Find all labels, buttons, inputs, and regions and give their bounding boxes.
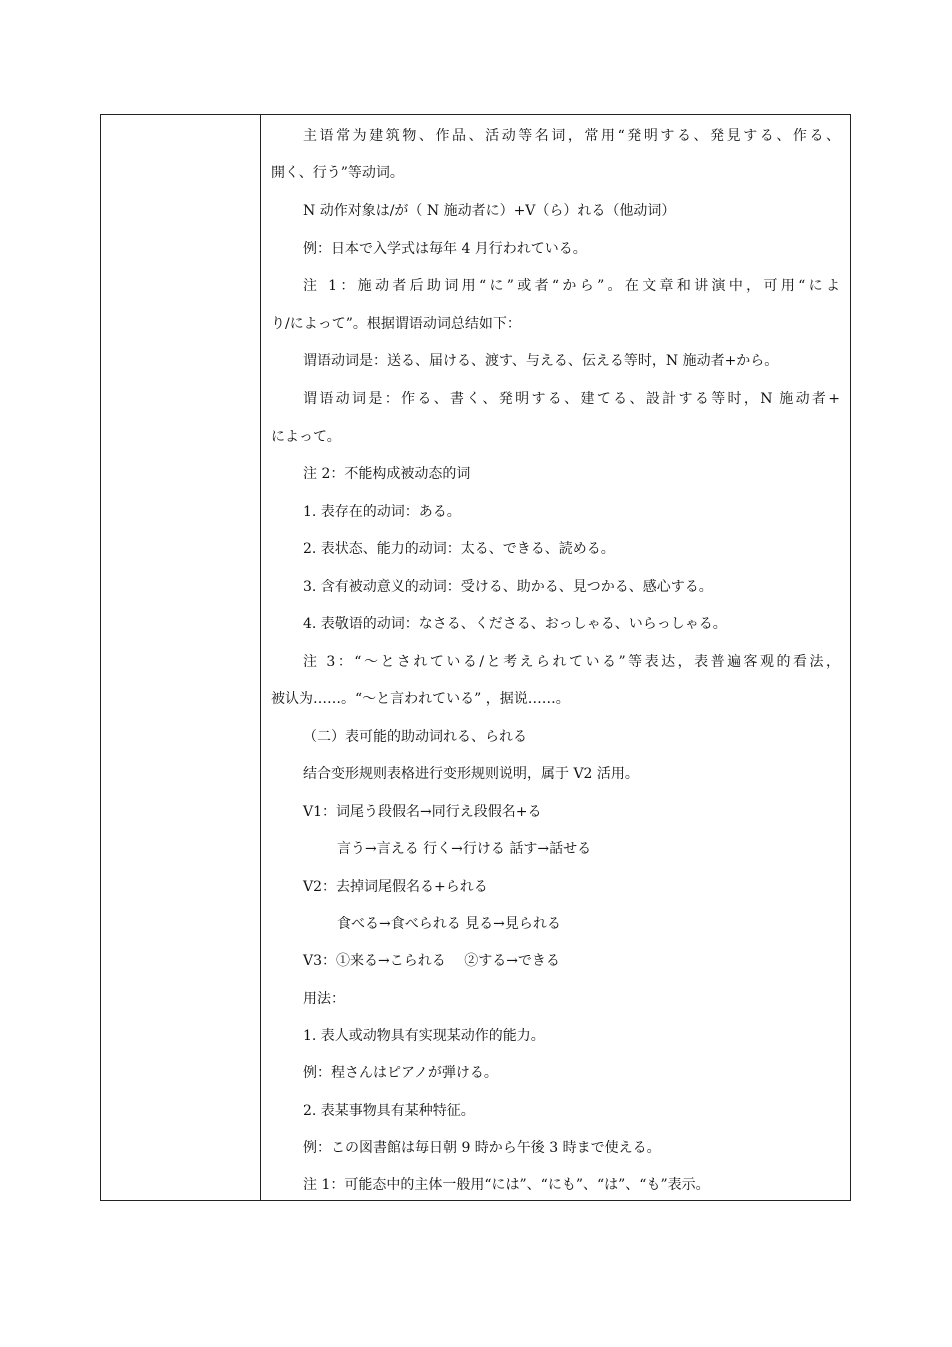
text-line: 2. 表某事物具有某种特征。 (303, 1103, 475, 1119)
text-line: 例：日本で入学式は毎年 4 月行われている。 (303, 241, 587, 257)
text-line: 例：この図書館は毎日朝 9 時から午後 3 時まで使える。 (303, 1140, 661, 1156)
text-line: 3. 含有被动意义的动词：受ける、助かる、見つかる、感心する。 (303, 579, 713, 595)
text-line: 谓语动词是：作る、書く、発明する、建てる、設計する等时，N 施动者+ (303, 391, 840, 407)
text-line: （二）表可能的助动词れる、られる (303, 729, 527, 745)
text-line: V3：①来る→こられる ②する→できる (303, 953, 560, 969)
text-line: 结合变形规则表格进行变形规则说明，属于 V2 活用。 (303, 766, 639, 782)
text-line: り/によって”。根据谓语动词总结如下： (271, 316, 521, 332)
text-line: 注 2：不能构成被动态的词 (303, 466, 471, 482)
text-line: 注 1：施动者后助词用“に”或者“から”。在文章和讲演中，可用“によ (303, 278, 840, 294)
text-line: によって。 (271, 429, 341, 445)
text-line: 1. 表存在的动词：ある。 (303, 504, 461, 520)
text-line: N 动作对象は/が（ N 施动者に）+V（ら）れる（他动词） (303, 203, 676, 219)
text-line: 注 3：“～とされている/と考えられている”等表达，表普遍客观的看法， (303, 654, 840, 670)
text-line: 用法： (303, 991, 345, 1007)
text-line: 谓语动词是：送る、届ける、渡す、与える、伝える等时，N 施动者+から。 (303, 353, 779, 369)
text-line: 1. 表人或动物具有实现某动作的能力。 (303, 1028, 545, 1044)
text-line: 注 1：可能态中的主体一般用“には”、“にも”、“は”、“も”表示。 (303, 1177, 710, 1193)
content-cell (261, 115, 850, 1200)
text-line: 食べる→食べられる 見る→見られる (337, 916, 561, 932)
text-line: V2：去掉词尾假名る+られる (303, 879, 488, 895)
text-line: 被认为……。“～と言われている” ，据说……。 (271, 691, 570, 707)
text-line: 主语常为建筑物、作品、活动等名词，常用“発明する、発見する、作る、 (303, 128, 840, 144)
text-line: V1：词尾う段假名→同行え段假名+る (303, 804, 542, 820)
text-line: 開く、行う”等动词。 (271, 165, 404, 181)
text-line: 2. 表状态、能力的动词：太る、できる、読める。 (303, 541, 615, 557)
text-line: 言う→言える 行く→行ける 話す→話せる (337, 841, 592, 857)
document-table (100, 114, 851, 1201)
text-line: 4. 表敬语的动词：なさる、くださる、おっしゃる、いらっしゃる。 (303, 616, 727, 632)
text-line: 例：程さんはピアノが弾ける。 (303, 1065, 498, 1081)
left-column-cell (101, 115, 261, 1200)
